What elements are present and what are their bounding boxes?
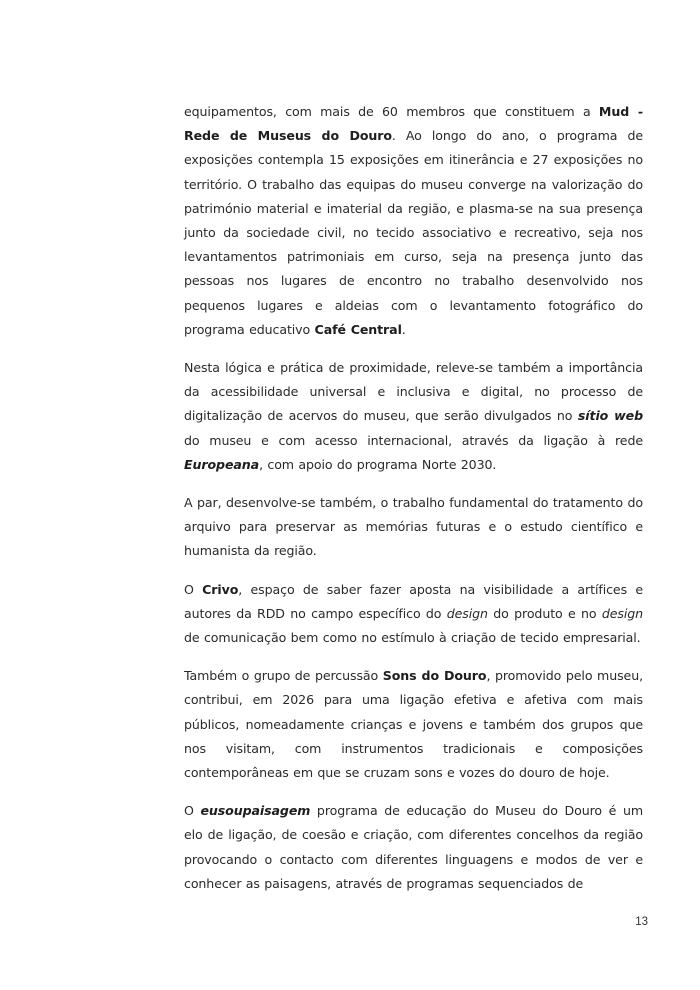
page-number: 13 bbox=[635, 916, 648, 928]
paragraph-accessibility bbox=[184, 356, 643, 477]
paragraph-mud-network bbox=[184, 100, 643, 342]
emphasis-crivo: Crivo bbox=[202, 581, 239, 597]
text-segment: A par, desenvolve-se também, o trabalho fundamental do tratamento do arquivo para preservar as memórias futuras e o estudo científico e humanista da região. bbox=[184, 495, 643, 559]
text-segment: O bbox=[184, 803, 201, 819]
emphasis-sons-do-douro: Sons do Douro bbox=[382, 668, 487, 684]
text-segment: , espaço de saber fazer aposta na visibilidade a artífices e autores da RDD no campo específico do bbox=[184, 581, 643, 621]
text-segment: . Ao longo do ano, o programa de exposições contempla 15 exposições em itinerância e 27 exposições no território. O trabalho das equipas do museu converge na valorização do património material e imaterial da região, e plasma-se na sua presença junto da sociedade civil, no tecido associativo e recreativo, seja nos levantamentos patrimoniais em curso, seja na presença junto das pessoas nos lugares de encontro no trabalho desenvolvido nos pequenos lugares e aldeias com o levantamento fotográfico do programa educativo bbox=[184, 128, 643, 337]
text-segment: Nesta lógica e prática de proximidade, releve-se também a importância da acessibilidade universal e inclusiva e digital, no processo de digitalização de acervos do museu, que serão divulgados no bbox=[184, 360, 643, 424]
emphasis-eusoupaisagem: eusoupaisagem bbox=[200, 803, 311, 819]
text-segment: , com apoio do programa Norte 2030. bbox=[259, 456, 497, 472]
emphasis-mud-rede: Mud - Rede de Museus do Douro bbox=[184, 104, 643, 144]
text-segment: Também o grupo de percussão bbox=[184, 668, 383, 684]
emphasis-sitio-web: sítio web bbox=[577, 408, 643, 424]
emphasis-design: design bbox=[446, 605, 488, 621]
text-segment: , promovido pelo museu, contribui, em 2026 para uma ligação efetiva e afetiva com mais públicos, nomeadamente crianças e jovens e também dos grupos que nos visitam, com instrumentos tradicionais e composições contemporâneas em que se cruzam sons e vozes do douro de hoje. bbox=[184, 668, 643, 781]
body-text bbox=[184, 100, 643, 910]
text-segment: . bbox=[401, 321, 406, 337]
emphasis-europeana: Europeana bbox=[184, 456, 260, 472]
paragraph-archive bbox=[184, 491, 643, 564]
text-segment: do museu e com acesso internacional, através da ligação à rede bbox=[184, 432, 643, 448]
emphasis-design: design bbox=[601, 605, 643, 621]
text-segment: do produto e no bbox=[487, 605, 602, 621]
emphasis-cafe-central: Café Central bbox=[314, 321, 402, 337]
text-segment: equipamentos, com mais de 60 membros que constituem a bbox=[184, 104, 599, 119]
text-segment: programa de educação do Museu do Douro é um elo de ligação, de coesão e criação, com diferentes concelhos da região provocando o contacto com diferentes linguagens e modos de ver e conhecer as paisagens, através de programas sequenciados de bbox=[184, 803, 643, 891]
paragraph-eusoupaisagem bbox=[184, 799, 643, 896]
paragraph-crivo bbox=[184, 578, 643, 651]
paragraph-sons-do-douro bbox=[184, 664, 643, 785]
text-segment: O bbox=[184, 581, 203, 597]
text-segment: de comunicação bem como no estímulo à criação de tecido empresarial. bbox=[184, 630, 641, 646]
